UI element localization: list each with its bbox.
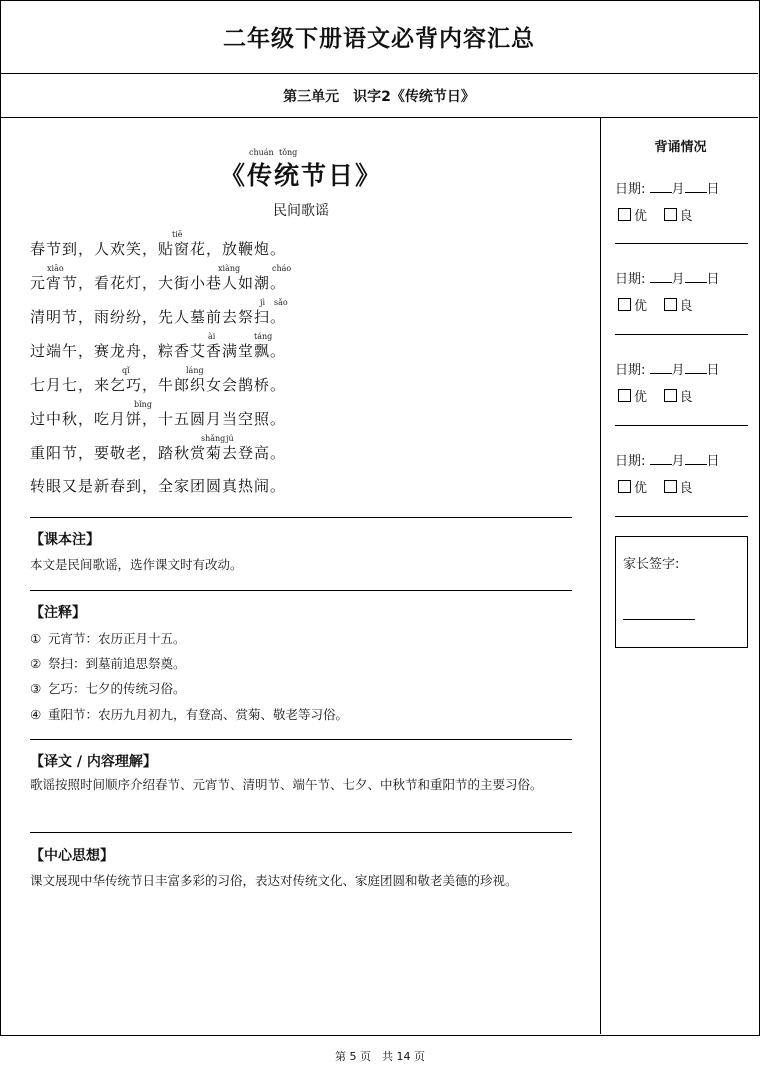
good-checkbox[interactable]	[664, 208, 677, 221]
date-field[interactable]: 日期: 月 日	[615, 182, 720, 197]
excellent-checkbox[interactable]	[618, 298, 631, 311]
page-title: 二年级下册语文必背内容汇总	[0, 0, 758, 74]
poem-line-2: 元宵节，看花灯，大街小巷人如潮。	[30, 274, 287, 292]
pinyin-tang: táng	[254, 332, 273, 341]
note-item: ④ 重阳节：农历九月初九，有登高、赏菊、敬老等习俗。	[30, 707, 349, 722]
day-blank[interactable]	[685, 270, 707, 283]
theme-heading: 【中心思想】	[30, 848, 114, 864]
pinyin-tong: tǒng	[279, 148, 298, 157]
sidebar-divider	[615, 425, 748, 426]
date-field[interactable]: 日期: 月 日	[615, 454, 720, 469]
poem-line-4: 过端午，赛龙舟，粽香艾香满堂飘。	[30, 342, 287, 360]
poem-author: 民间歌谣	[273, 203, 329, 219]
pinyin-lang: láng	[186, 366, 204, 375]
note-item: ③ 乞巧：七夕的传统习俗。	[30, 681, 186, 696]
pinyin-bing: bǐng	[134, 400, 152, 409]
pinyin-xiao: xiāo	[47, 264, 64, 273]
sidebar-divider	[615, 243, 748, 244]
month-blank[interactable]	[650, 361, 672, 374]
section-divider	[30, 590, 572, 591]
month-blank[interactable]	[650, 452, 672, 465]
sidebar-divider	[615, 516, 748, 517]
pinyin-shang: shǎng	[201, 434, 226, 443]
excellent-checkbox[interactable]	[618, 389, 631, 402]
pinyin-ju: jú	[226, 434, 234, 443]
date-field[interactable]: 日期: 月 日	[615, 272, 720, 287]
translation-heading: 【译文 / 内容理解】	[30, 754, 157, 770]
textbook-note-text: 本文是民间歌谣，选作课文时有改动。	[30, 557, 243, 572]
recitation-title: 背诵情况	[654, 140, 707, 155]
excellent-checkbox[interactable]	[618, 208, 631, 221]
note-item: ① 元宵节：农历正月十五。	[30, 631, 186, 646]
sidebar-divider	[615, 334, 748, 335]
poem-title: 《传统节日》	[219, 161, 382, 190]
pinyin-sao: sǎo	[274, 298, 288, 307]
translation-text: 歌谣按照时间顺序介绍春节、元宵节、清明节、端午节、七夕、中秋节和重阳节的主要习俗。	[30, 777, 543, 792]
pinyin-ji: jì	[260, 298, 266, 307]
note-item: ② 祭扫：到墓前追思祭奠。	[30, 656, 186, 671]
good-checkbox[interactable]	[664, 480, 677, 493]
poem-line-6: 过中秋，吃月饼，十五圆月当空照。	[30, 410, 287, 428]
good-checkbox[interactable]	[664, 298, 677, 311]
grade-options: 优 良	[618, 205, 693, 224]
day-blank[interactable]	[685, 180, 707, 193]
parent-signature-box	[615, 536, 748, 648]
section-divider	[30, 739, 572, 740]
month-blank[interactable]	[650, 180, 672, 193]
excellent-checkbox[interactable]	[618, 480, 631, 493]
column-divider	[600, 118, 601, 1034]
pinyin-qi: qǐ	[122, 366, 130, 375]
grade-options: 优 良	[618, 386, 693, 405]
pinyin-ai: ài	[208, 332, 216, 341]
poem-line-1: 春节到，人欢笑，贴窗花，放鞭炮。	[30, 240, 287, 258]
poem-line-3: 清明节，雨纷纷，先人墓前去祭扫。	[30, 308, 287, 326]
poem-line-8: 转眼又是新春到，全家团圆真热闹。	[30, 477, 287, 495]
poem-line-7: 重阳节，要敬老，踏秋赏菊去登高。	[30, 444, 287, 462]
textbook-note-heading: 【课本注】	[30, 532, 100, 548]
day-blank[interactable]	[685, 361, 707, 374]
signature-line[interactable]	[623, 619, 695, 620]
poem-line-5: 七月七，来乞巧，牛郎织女会鹊桥。	[30, 376, 287, 394]
section-divider	[30, 517, 572, 518]
pinyin-chao: cháo	[272, 264, 292, 273]
pinyin-tie: tiē	[172, 230, 183, 239]
grade-options: 优 良	[618, 295, 693, 314]
theme-text: 课文展现中华传统节日丰富多彩的习俗，表达对传统文化、家庭团圆和敬老美德的珍视。	[30, 873, 518, 888]
month-blank[interactable]	[650, 270, 672, 283]
pinyin-chuan: chuán	[249, 148, 274, 157]
pinyin-xiang: xiàng	[218, 264, 241, 273]
notes-heading: 【注释】	[30, 605, 86, 621]
date-field[interactable]: 日期: 月 日	[615, 363, 720, 378]
unit-subtitle: 第三单元 识字2《传统节日》	[0, 74, 758, 118]
page-number: 第 5 页 共 14 页	[335, 1050, 425, 1063]
section-divider	[30, 832, 572, 833]
grade-options: 优 良	[618, 477, 693, 496]
day-blank[interactable]	[685, 452, 707, 465]
parent-signature-label: 家长签字:	[623, 557, 680, 572]
good-checkbox[interactable]	[664, 389, 677, 402]
